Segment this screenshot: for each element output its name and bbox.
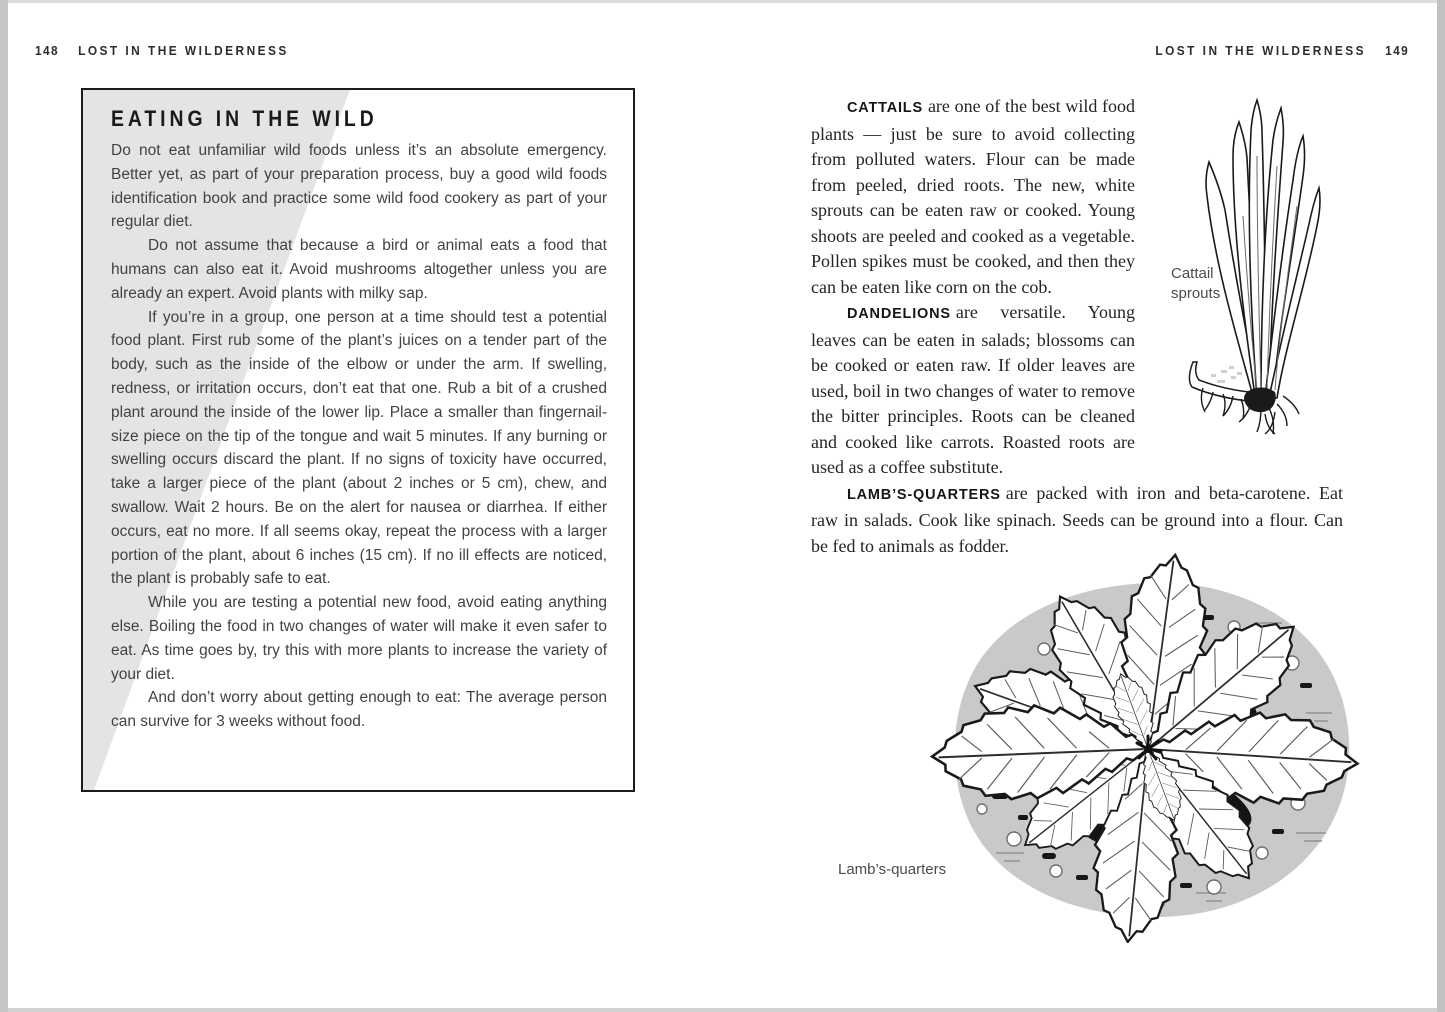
scan-edge-left [0,0,8,1012]
box-body [111,139,607,734]
cattail-sprouts-illustration [1177,96,1339,438]
box-title: EATING IN THE WILD [111,106,378,131]
running-head-right-title: LOST IN THE WILDERNESS [1155,44,1366,58]
scan-edge-bottom [8,1008,1437,1012]
page-number-left: 148 [35,44,60,58]
eating-in-the-wild-box [81,88,635,792]
box-paragraph: While you are testing a potential new food, avoid eating anything else. Boiling the food in two changes of water will make it even safer to eat. As time goes by, try this with more plants to increase the variety of your diet. [111,594,607,683]
box-paragraph: Do not assume that because a bird or animal eats a food that humans can also eat it. Avoid mushrooms altogether unless you are already an expert. Avoid plants with milky sap. [111,237,607,302]
lambs-quarters-caption: Lamb’s-quarters [838,861,947,878]
page-number-right: 149 [1384,44,1409,58]
running-head-left [35,44,289,58]
dandelions-text: are versatile. Young leaves can be eaten in salads; blossoms can be cooked or eaten raw. If older leaves are used, boil in two changes of water to remove the bitter principles. Roots can be cleaned and cooked like carrots. Roasted roots are used as a coffee substitute. [811,302,1135,477]
cattail-caption: Cattail sprouts [1171,265,1221,302]
box-paragraph: If you’re in a group, one person at a time should test a potential food plant. First rub some of the plant’s juices on a tender part of the body, such as the inside of the elbow or under the arm. If swelling, redness, or irritation occurs, don’t eat that one. Rub a bit of a crushed plant around the inside of the lower lip. Place a smaller than fingernail-size piece on the tip of the tongue and wait 5 minutes. If any burning or swelling occurs discard the plant. If no signs of toxicity have occurred, take a larger piece of the plant (about 2 inches or 5 cm), chew, and swallow. Wait 2 hours. Be on the alert for nausea or diarrhea. If either occurs, eat no more. If all seems okay, repeat the process with a larger portion of the plant, about 6 inches (15 cm). If no ill effects are noticed, the plant is probably safe to eat. [111,308,607,588]
cattails-term: CATTAILS [847,100,923,116]
running-head-right [1155,44,1409,58]
box-paragraph: And don’t worry about getting enough to eat: The average person can survive for 3 weeks without food. [111,689,607,731]
lambs-quarters-term: LAMB’S-QUARTERS [847,486,1001,503]
box-paragraph: Do not eat unfamiliar wild foods unless it’s an absolute emergency. Better yet, as part of your preparation process, buy a good wild foods identification book and practice some wild food cookery as part of your regular diet. [111,142,607,231]
running-head-left-title: LOST IN THE WILDERNESS [78,44,289,58]
lambs-quarters-illustration [896,553,1394,943]
scan-edge-top [8,0,1437,3]
lambs-quarters-entry [811,481,1343,560]
cattail-figure [1143,94,1343,440]
cattails-text: are one of the best wild food plants — just be sure to avoid collecting from polluted waters. Flour can be made from peeled, dried roots. The new, white sprouts can be eaten raw or cooked. Young shoots are peeled and cooked as a vegetable. Pollen spikes must be cooked, and then they can be eaten like corn on the cob. [811,96,1135,297]
lambs-quarters-text: are packed with iron and beta-carotene. Eat raw in salads. Cook like spinach. Seeds can be ground into a flour. Can be fed to animals as fodder. [811,482,1343,556]
right-page-text-column [811,94,1343,559]
dandelions-term: DANDELIONS [847,306,951,322]
scan-edge-right [1437,0,1445,1012]
